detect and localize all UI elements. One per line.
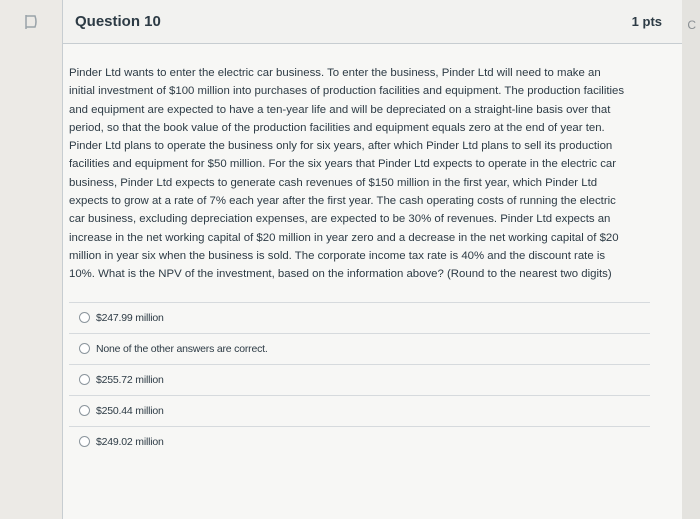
radio-button[interactable] xyxy=(79,312,90,323)
radio-button[interactable] xyxy=(79,405,90,416)
question-points: 1 pts xyxy=(631,14,662,29)
radio-button[interactable] xyxy=(79,436,90,447)
answer-option[interactable] xyxy=(69,395,650,426)
question-header xyxy=(63,0,682,44)
answer-option[interactable] xyxy=(69,302,650,333)
flag-icon[interactable] xyxy=(24,14,38,30)
radio-button[interactable] xyxy=(79,374,90,385)
radio-button[interactable] xyxy=(79,343,90,354)
right-edge-glyph: C xyxy=(687,18,696,32)
answer-label: $250.44 million xyxy=(96,404,164,417)
answer-label: $249.02 million xyxy=(96,435,164,448)
answer-label: $247.99 million xyxy=(96,311,164,324)
question-text: Pinder Ltd wants to enter the electric car business. To enter the business, Pinder Ltd will need to make an initial investment of $100 million into purchases of production facilities and equipment. The production facilities and equipment are expected to have a ten-year life and will be depreciated on a straight-line basis over that period, so that the book value of the production facilities and equipment equals zero at the end of year ten. Pinder Ltd plans to operate the business only for six years, after which Pinder Ltd plans to sell its production facilities and equipment for $50 million. For the six years that Pinder Ltd expects to operate in the electric car business, Pinder Ltd expects to generate cash revenues of $150 million in the first year, which Pinder Ltd expects to grow at a rate of 7% each year after the first year. The cash operating costs of running the electric car business, excluding depreciation expenses, are expected to be 30% of revenues. Pinder Ltd expects an increase in the net working capital of $20 million in year zero and a decrease in the net working capital of $20 million in year six when the business is sold. The corporate income tax rate is 40% and the discount rate is 10%. What is the NPV of the investment, based on the information above? (Round to the nearest two digits) xyxy=(69,67,625,281)
right-gutter xyxy=(682,0,700,519)
left-gutter xyxy=(0,0,62,519)
answer-list xyxy=(69,302,670,457)
question-card xyxy=(62,0,683,519)
question-body xyxy=(63,44,682,457)
answer-option[interactable] xyxy=(69,364,650,395)
answer-label: None of the other answers are correct. xyxy=(96,342,268,355)
answer-option[interactable] xyxy=(69,426,650,457)
answer-option[interactable] xyxy=(69,333,650,364)
answer-label: $255.72 million xyxy=(96,373,164,386)
question-title: Question 10 xyxy=(75,13,161,30)
